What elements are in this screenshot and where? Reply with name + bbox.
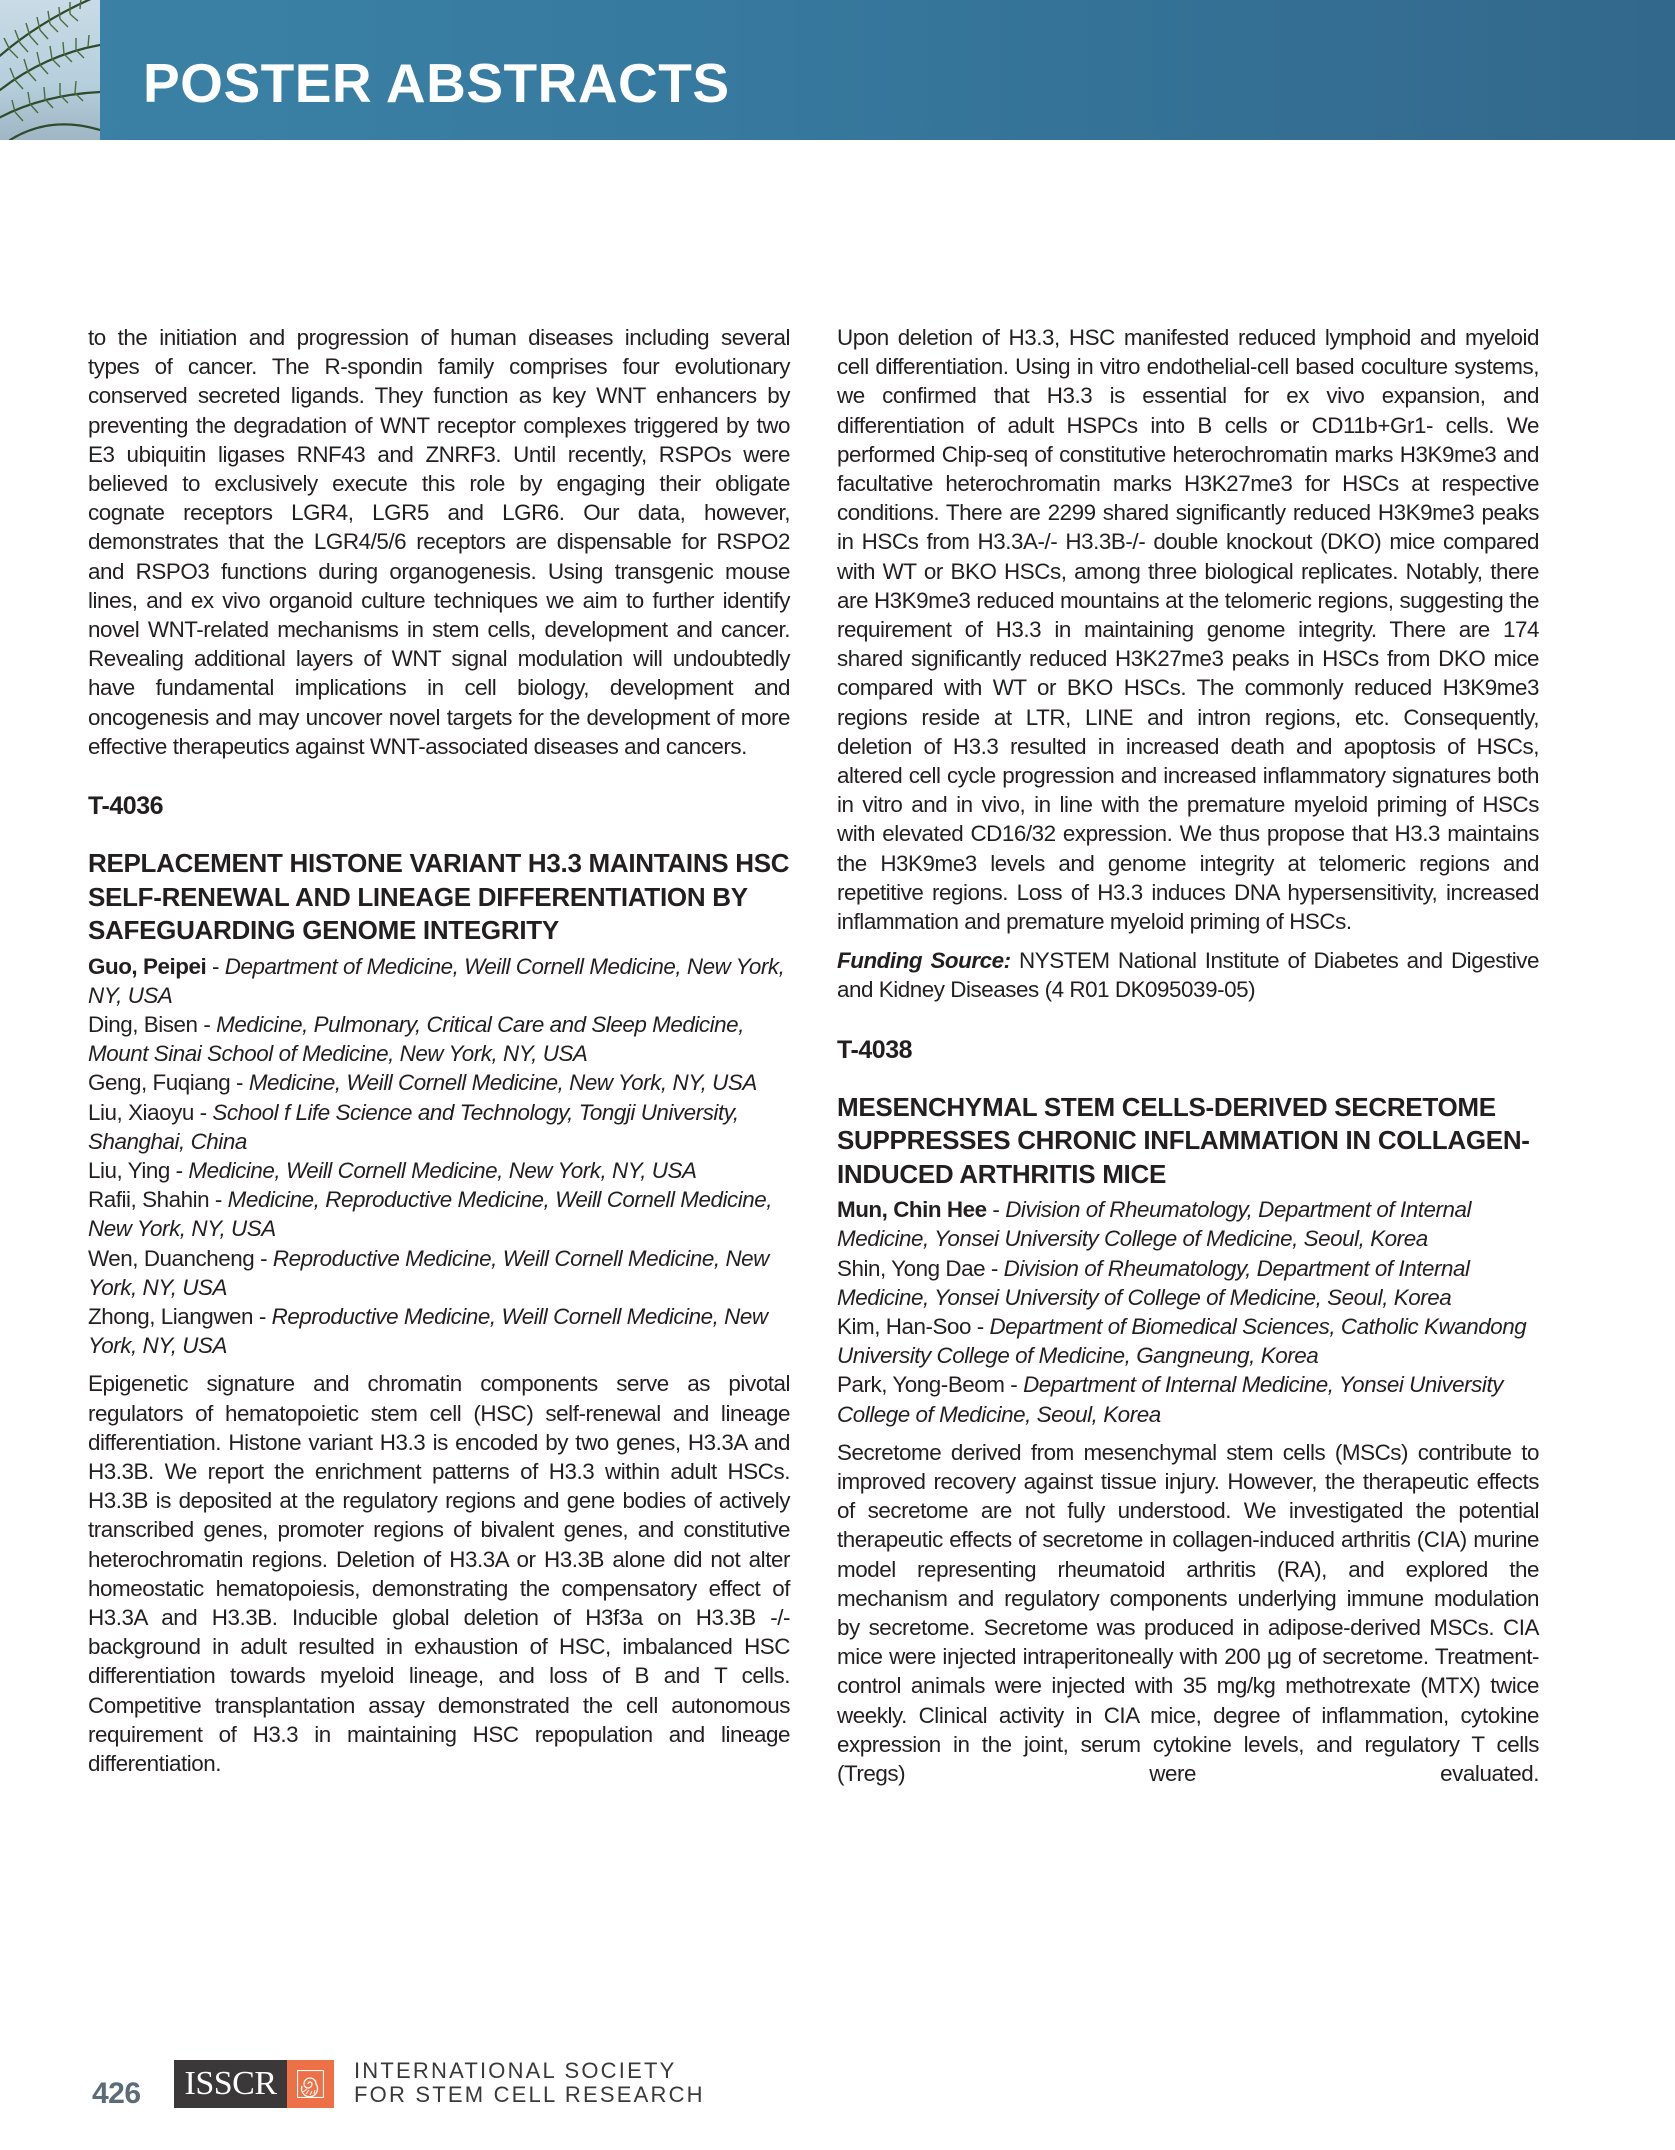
author-list [88,952,790,1361]
spiral-logo-icon [297,2070,324,2098]
author-affiliation: Division of Rheumatology, Department of Internal Medicine, Yonsei University College of Medicine, Seoul, Korea [837,1197,1472,1252]
author-affiliation: Medicine, Weill Cornell Medicine, New York, NY, USA [248,1070,757,1096]
author-entry: Rafii, Shahin - Medicine, Reproductive Medicine, Weill Cornell Medicine, New York, NY, USA [88,1187,773,1242]
author-entry: Liu, Ying - Medicine, Weill Cornell Medicine, New York, NY, USA [88,1157,697,1183]
page-section-title: POSTER ABSTRACTS [143,52,730,114]
author-name: Mun, Chin Hee [837,1197,987,1223]
abstract-body: Epigenetic signature and chromatin components serve as pivotal regulators of hematopoietic stem cell (HSC) self-renewal and lineage differentiation. Histone variant H3.3 is encoded by two genes, H3.3A and H3.3B. We report the enrichment patterns of H3.3 within adult HSCs. H3.3B is deposited at the regulatory regions and gene bodies of actively transcribed genes, promoter regions of bivalent genes, and constitutive heterochromatin regions. Deletion of H3.3A or H3.3B alone did not alter homeostatic hematopoiesis, demonstrating the compensatory effect of H3.3A and H3.3B. Inducible global deletion of H3f3a on H3.3B -/- background in adult resulted in exhaustion of HSC, imbalanced HSC differentiation towards myeloid lineage, and loss of B and T cells. Competitive transplantation assay demonstrated the cell autonomous requirement of H3.3 in maintaining HSC repopulation and lineage differentiation. [88,1371,790,1777]
author-affiliation: Division of Rheumatology, Department of Internal Medicine, Yonsei University of College of Medicine, Seoul, Korea [837,1255,1470,1310]
author-entry: Zhong, Liangwen - Reproductive Medicine, Weill Cornell Medicine, New York, NY, USA [88,1303,768,1359]
author-affiliation: Medicine, Pulmonary, Critical Care and Sleep Medicine, Mount Sinai School of Medicine, New York, NY, USA [88,1011,744,1067]
abstract-id: T-4038 [837,1035,913,1064]
author-list [837,1195,1539,1429]
author-entry: Shin, Yong Dae - Division of Rheumatology, Department of Internal Medicine, Yonsei University of College of Medicine, Seoul, Korea [837,1255,1470,1310]
author-name: Shin, Yong Dae [837,1255,986,1281]
organization-name-line2: FOR STEM CELL RESEARCH [354,2082,705,2107]
author-affiliation: Department of Medicine, Weill Cornell Medicine, New York, NY, USA [88,953,785,1008]
page-number: 426 [92,2077,141,2110]
author-name: Kim, Han-Soo [837,1313,971,1339]
author-entry: Park, Yong-Beom - Department of Internal Medicine, Yonsei University College of Medicine, Seoul, Korea [837,1372,1503,1427]
page-header-banner [0,0,1675,140]
funding-source [837,946,1539,1004]
author-name: Zhong, Liangwen [88,1303,254,1329]
abstract-id: T-4036 [88,792,164,821]
author-entry: Liu, Xiaoyu - School f Life Science and Technology, Tongji University, Shanghai, China [88,1099,739,1154]
palm-fronds-icon [0,0,100,140]
author-affiliation: School f Life Science and Technology, Tongji University, Shanghai, China [88,1099,739,1154]
author-name: Guo, Peipei [88,953,207,979]
author-affiliation: Medicine, Reproductive Medicine, Weill Cornell Medicine, New York, NY, USA [88,1187,773,1242]
author-name: Geng, Fuqiang [88,1070,231,1096]
abstract-body: Secretome derived from mesenchymal stem cells (MSCs) contribute to improved recovery against tissue injury. However, the therapeutic effects of secretome are not fully understood. We investigated the potential therapeutic effects of secretome in collagen-induced arthritis (CIA) murine model representing rheumatoid arthritis (RA), and explored the mechanism and regulatory components underlying immune modulation by secretome. Secretome was produced in adipose-derived MSCs. CIA mice were injected intraperitoneally with 200 µg of secretome. Treatment-control animals were injected with 35 mg/kg methotrexate (MTX) twice weekly. Clinical activity in CIA mice, degree of inflammation, cytokine expression in the joint, serum cytokine levels, and regulatory T cells (Tregs) were evaluated. [837,1439,1539,1787]
abstract-title: MESENCHYMAL STEM CELLS-DERIVED SECRETOME SUPPRESSES CHRONIC INFLAMMATION IN COLLAGEN-INDUCED ARTHRITIS MICE [837,1091,1530,1189]
author-affiliation: Department of Internal Medicine, Yonsei University College of Medicine, Seoul, Korea [837,1372,1503,1427]
continued-abstract-text: to the initiation and progression of human diseases including several types of cancer. The R-spondin family comprises four evolutionary conserved secreted ligands. They function as key WNT enhancers by preventing the degradation of WNT receptor complexes triggered by two E3 ubiquitin ligases RNF43 and ZNRF3. Until recently, RSPOs were believed to exclusively execute this role by engaging their obligate cognate receptors LGR4, LGR5 and LGR6. Our data, however, demonstrates that the LGR4/5/6 receptors are dispensable for RSPO2 and RSPO3 functions during organogenesis. Using transgenic mouse lines, and ex vivo organoid culture techniques we aim to further identify novel WNT-related mechanisms in stem cells, development and cancer. Revealing additional layers of WNT signal modulation will undoubtedly have fundamental implications in cell biology, development and oncogenesis and may uncover novel targets for the development of more effective therapeutics against WNT-associated diseases and cancers. [88,325,790,759]
author-entry: Wen, Duancheng - Reproductive Medicine, Weill Cornell Medicine, New York, NY, USA [88,1245,769,1300]
author-affiliation: Department of Biomedical Sciences, Catholic Kwandong University College of Medicine, Gangneung, Korea [837,1313,1527,1369]
isscr-logo-text: ISSCR [174,2060,287,2108]
left-column [88,323,790,1778]
isscr-logo-mark [287,2060,334,2108]
author-affiliation: Reproductive Medicine, Weill Cornell Medicine, New York, NY, USA [88,1245,769,1300]
abstract-title: REPLACEMENT HISTONE VARIANT H3.3 MAINTAINS HSC SELF-RENEWAL AND LINEAGE DIFFERENTIATION BY SAFEGUARDING GENOME INTEGRITY [88,848,790,946]
organization-name-line1: INTERNATIONAL SOCIETY [354,2058,677,2083]
author-name: Wen, Duancheng [88,1245,255,1271]
right-column [837,323,1539,1788]
author-entry: Kim, Han-Soo - Department of Biomedical Sciences, Catholic Kwandong University College of Medicine, Gangneung, Korea [837,1313,1527,1369]
author-entry: Geng, Fuqiang - Medicine, Weill Cornell Medicine, New York, NY, USA [88,1070,757,1096]
author-entry: Guo, Peipei - Department of Medicine, Weill Cornell Medicine, New York, NY, USA [88,953,785,1008]
author-entry: Ding, Bisen - Medicine, Pulmonary, Critical Care and Sleep Medicine, Mount Sinai School of Medicine, New York, NY, USA [88,1011,744,1067]
author-name: Ding, Bisen [88,1011,198,1037]
author-affiliation: Reproductive Medicine, Weill Cornell Medicine, New York, NY, USA [88,1303,768,1359]
author-name: Liu, Xiaoyu [88,1099,194,1125]
funding-text: NYSTEM National Institute of Diabetes and Digestive and Kidney Diseases (4 R01 DK095039-05) [837,948,1539,1003]
organization-name [354,2059,705,2107]
author-name: Liu, Ying [88,1157,170,1183]
author-entry: Mun, Chin Hee - Division of Rheumatology, Department of Internal Medicine, Yonsei University College of Medicine, Seoul, Korea [837,1197,1472,1252]
abstract-body-continued: Upon deletion of H3.3, HSC manifested reduced lymphoid and myeloid cell differentiation. Using in vitro endothelial-cell based coculture systems, we confirmed that H3.3 is essential for ex vivo expansion, and differentiation of adult HSPCs into B cells or CD11b+Gr1- cells. We performed Chip-seq of constitutive heterochromatin marks H3K9me3 and facultative heterochromatin marks H3K27me3 for HSCs at respective conditions. There are 2299 shared significantly reduced H3K9me3 peaks in HSCs from H3.3A-/- H3.3B-/- double knockout (DKO) mice compared with WT or BKO HSCs, among three biological replicates. Notably, there are H3K9me3 reduced mountains at the telomeric regions, suggesting the requirement of H3.3 in maintaining genome integrity. There are 174 shared significantly reduced H3K27me3 peaks in HSCs from DKO mice compared with WT or BKO HSCs. The commonly reduced H3K9me3 regions reside at LTR, LINE and intron regions, etc. Consequently, deletion of H3.3 resulted in increased death and apoptosis of HSCs, altered cell cycle progression and increased inflammatory signatures both in vitro and in vivo, in line with the premature myeloid priming of HSCs with elevated CD16/32 expression. We thus propose that H3.3 maintains the H3K9me3 levels and genome integrity at telomeric regions and repetitive regions. Loss of H3.3 induces DNA hypersensitivity, increased inflammation and premature myeloid priming of HSCs. [837,325,1539,935]
author-affiliation: Medicine, Weill Cornell Medicine, New York, NY, USA [188,1157,697,1183]
author-name: Park, Yong-Beom [837,1372,1005,1398]
palm-tree-image [0,0,100,140]
author-name: Rafii, Shahin [88,1187,210,1213]
funding-label: Funding Source: [837,948,1011,974]
